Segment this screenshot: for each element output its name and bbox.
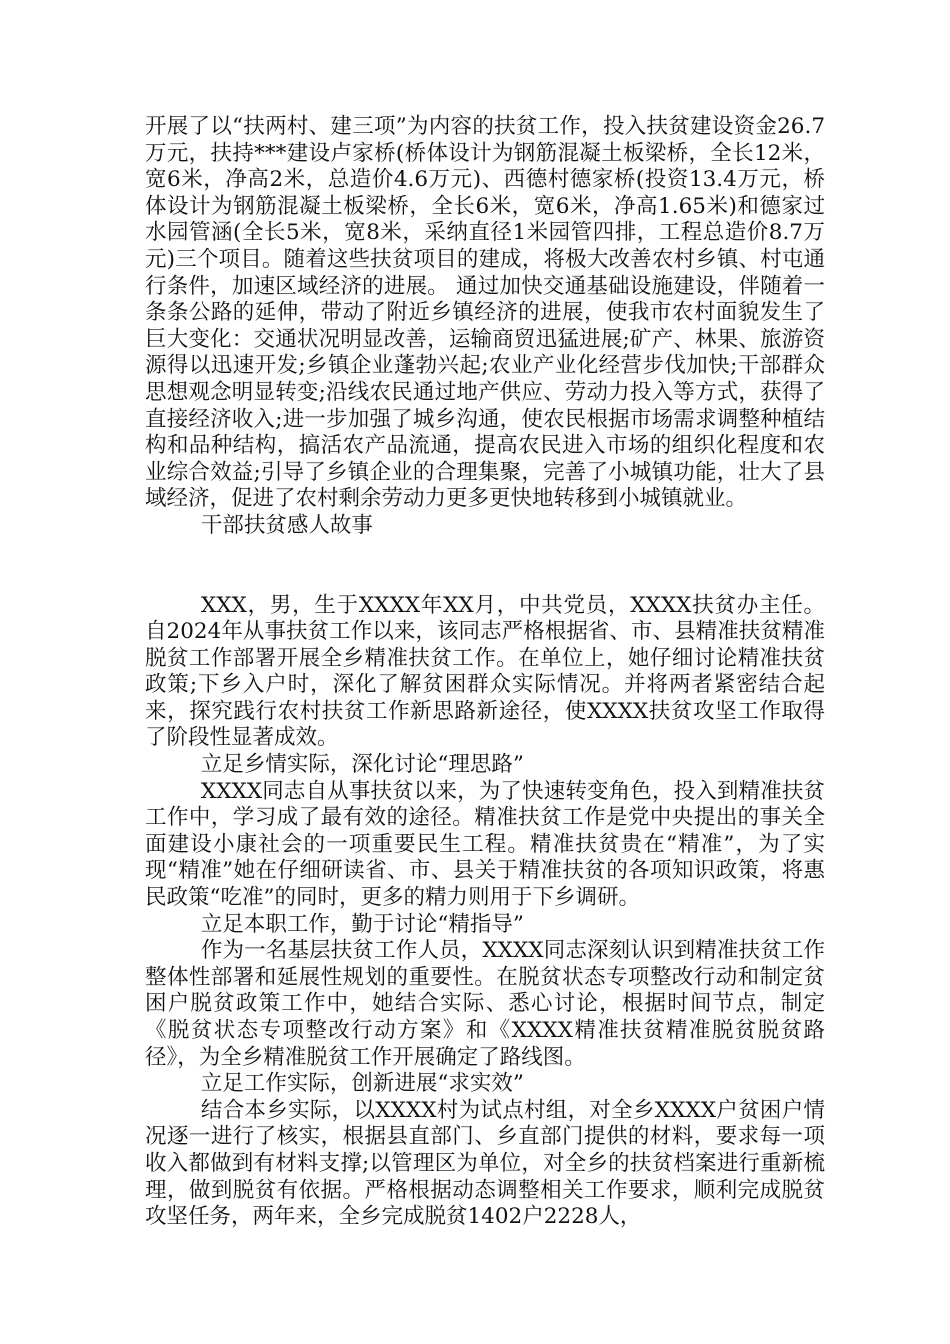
paragraph-infrastructure: 开展了以“扶两村、建三项”为内容的扶贫工作，投入扶贫建设资金26.7万元，扶持***建设卢家桥(桥体设计为钢筋混凝土板梁桥，全长12米，宽6米，净高2米，总造价4.6万元)、西德村德家桥(投资13.4万元，桥体设计为钢筋混凝土板梁桥，全长6米，宽6米，净高1.65米)和德家过水园管涵(全长5米，宽8米，采纳直径1米园管四排，工程总造价8.7万元)三个项目。随着这些扶贫项目的建成，将极大改善农村乡镇、村屯通行条件，加速区域经济的进展。 通过加快交通基础设施建设，伴随着一条条公路的延伸，带动了附近乡镇经济的进展，使我市农村面貌发生了巨大变化：交通状况明显改善，运输商贸迅猛进展;矿产、林果、旅游资源得以迅速开发;乡镇企业蓬勃兴起;农业产业化经营步伐加快;干部群众思想观念明显转变;沿线农民通过地产供应、劳动力投入等方式，获得了直接经济收入;进一步加强了城乡沟通，使农民根据市场需求调整种植结构和品种结构，搞活农产品流通，提高农民进入市场的组织化程度和农业综合效益;引导了乡镇企业的合理集聚，完善了小城镇功能，壮大了县域经济，促进了农村剩余劳动力更多更快地转移到小城镇就业。 [145,114,825,512]
subheading-guidance: 立足本职工作，勤于讨论“精指导” [200,911,524,937]
blank-line [145,540,825,593]
paragraph-study: XXXX同志自从事扶贫以来，为了快速转变角色，投入到精准扶贫工作中，学习成了最有效的途径。精准扶贫工作是党中央提出的事关全面建设小康社会的一项重要民生工程。精准扶贫贵在“精准”，为了实现“精准”她在仔细研读省、市、县关于精准扶贫的各项知识政策，将惠民政策“吃准”的同时，更多的精力则用于下乡调研。 [145,778,825,911]
paragraph-profile: XXX，男，生于XXXX年XX月，中共党员，XXXX扶贫办主任。自2024年从事扶贫工作以来，该同志严格根据省、市、县精准扶贫精准脱贫工作部署开展全乡精准扶贫工作。在单位上，她仔细讨论精准扶贫政策;下乡入户时，深化了解贫困群众实际情况。并将两者紧密结合起来，探究践行农村扶贫工作新思路新途径，使XXXX扶贫攻坚工作取得了阶段性显著成效。 [145,592,825,751]
subheading-results: 立足工作实际，创新进展“求实效” [200,1071,524,1097]
subheading-study: 立足乡情实际，深化讨论“理思路” [200,752,524,778]
document-page [145,114,825,1231]
section-title: 干部扶贫感人故事 [200,512,373,538]
paragraph-guidance: 作为一名基层扶贫工作人员，XXXX同志深刻认识到精准扶贫工作整体性部署和延展性规划的重要性。在脱贫状态专项整改行动和制定贫困户脱贫政策工作中，她结合实际、悉心讨论，根据时间节点，制定《脱贫状态专项整改行动方案》和《XXXX精准扶贫精准脱贫脱贫路径》，为全乡精准脱贫工作开展确定了路线图。 [145,938,825,1070]
paragraph-results: 结合本乡实际，以XXXX村为试点村组，对全乡XXXX户贫困户情况逐一进行了核实，根据县直部门、乡直部门提供的材料，要求每一项收入都做到有材料支撑;以管理区为单位，对全乡的扶贫档案进行重新梳理，做到脱贫有依据。严格根据动态调整相关工作要求，顺利完成脱贫攻坚任务，两年来，全乡完成脱贫1402户2228人， [145,1097,825,1230]
